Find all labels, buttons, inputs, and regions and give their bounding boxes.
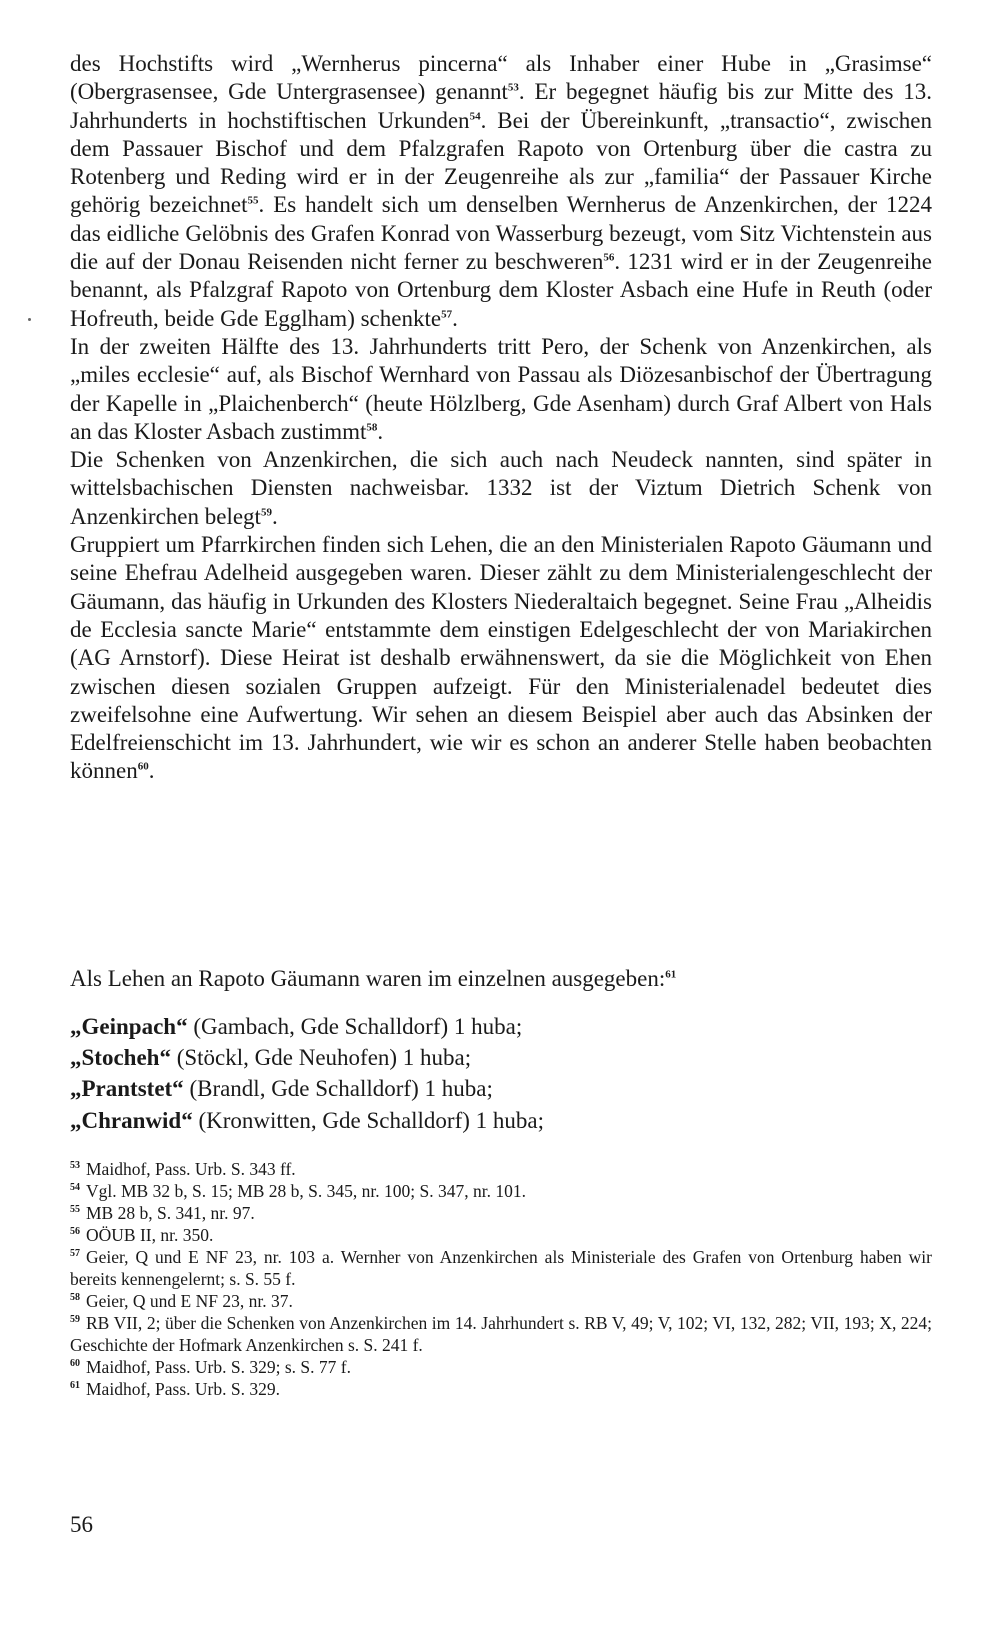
footnote-ref[interactable]: 55 <box>247 194 259 207</box>
footnote: $^{57}$ Geier, Q und E NF 23, nr. 103 a. Wernher von Anzenkirchen als Ministeriale des Grafen von Ortenburg haben wir bereits kennengelernt; s. S. 55 f. <box>70 1247 932 1289</box>
holdings-intro: Als Lehen an Rapoto Gäumann waren im einzelnen ausgegeben:$^{61}$ <box>70 966 677 991</box>
holding-item: „Chranwid“ (Kronwitten, Gde Schalldorf) 1 huba; <box>70 1108 545 1133</box>
paragraph-2: In der zweiten Hälfte des 13. Jahrhunderts tritt Pero, der Schenk von Anzenkirchen, als „miles ecclesie“ auf, als Bischof Wernhard von Passau als Diözesanbischof der Übertragung der Kapelle in „Plaichenberch“ (heute Hölzlberg, Gde Asenham) durch Graf Albert von Hals an das Kloster Asbach zustimmt$^{58}$. <box>70 333 932 444</box>
footnote: $^{54}$ Vgl. MB 32 b, S. 15; MB 28 b, S. 345, nr. 100; S. 347, nr. 101. <box>70 1181 526 1201</box>
footnote: $^{59}$ RB VII, 2; über die Schenken von Anzenkirchen im 14. Jahrhundert s. RB V, 49; V, 102; VI, 132, 282; VII, 193; X, 224; Geschichte der Hofmark Anzenkirchen s. S. 241 f. <box>70 1313 932 1355</box>
footnote-ref[interactable]: 53 <box>507 81 519 94</box>
footnote-ref[interactable]: 61 <box>665 968 677 981</box>
holding-item: „Geinpach“ (Gambach, Gde Schalldorf) 1 huba; <box>70 1014 523 1039</box>
footnote-ref[interactable]: 56 <box>603 251 615 264</box>
footnote: $^{56}$ OÖUB II, nr. 350. <box>70 1225 214 1245</box>
place-name: „Prantstet“ <box>70 1076 184 1101</box>
holding-item: „Prantstet“ (Brandl, Gde Schalldorf) 1 huba; <box>70 1076 493 1101</box>
holding-item: „Stocheh“ (Stöckl, Gde Neuhofen) 1 huba; <box>70 1045 472 1070</box>
footnote-ref[interactable]: 59 <box>260 506 272 519</box>
footnote: $^{60}$ Maidhof, Pass. Urb. S. 329; s. S. 77 f. <box>70 1357 351 1377</box>
place-name: „Geinpach“ <box>70 1014 188 1039</box>
margin-mark <box>28 318 31 321</box>
footnotes <box>70 1158 932 1400</box>
footnote: $^{55}$ MB 28 b, S. 341, nr. 97. <box>70 1203 255 1223</box>
paragraph-3: Die Schenken von Anzenkirchen, die sich auch nach Neudeck nannten, sind später in wittelsbachischen Diensten nachweisbar. 1332 ist der Viztum Dietrich Schenk von Anzenkirchen belegt$^{59}$. <box>70 447 932 529</box>
footnote: $^{53}$ Maidhof, Pass. Urb. S. 343 ff. <box>70 1159 296 1179</box>
footnote-ref[interactable]: 54 <box>469 109 481 122</box>
footnote-ref[interactable]: 60 <box>137 760 149 773</box>
footnote: $^{58}$ Geier, Q und E NF 23, nr. 37. <box>70 1291 293 1311</box>
footnote-ref[interactable]: 58 <box>366 421 378 434</box>
place-name: „Chranwid“ <box>70 1108 193 1133</box>
footnote: $^{61}$ Maidhof, Pass. Urb. S. 329. <box>70 1379 280 1399</box>
page-number: 56 <box>70 1512 93 1537</box>
paragraph-4: Gruppiert um Pfarrkirchen finden sich Lehen, die an den Ministerialen Rapoto Gäumann und seine Ehefrau Adelheid ausgegeben waren. Dieser zählt zu dem Ministerialengeschlecht der Gäumann, das häufig in Urkunden des Klosters Niederaltaich begegnet. Seine Frau „Alheidis de Ecclesia sancte Marie“ entstammte dem einstigen Edelgeschlecht der von Mariakirchen (AG Arnstorf). Diese Heirat ist deshalb erwähnenswert, da sie die Möglichkeit von Ehen zwischen diesen sozialen Gruppen aufzeigt. Für den Ministerialenadel bedeutet dies zweifelsohne eine Aufwertung. Wir sehen an diesem Beispiel aber auch das Absinken der Edelfreienschicht im 13. Jahrhundert, wie wir es schon an anderer Stelle haben beobachten können$^{60}$. <box>70 532 932 784</box>
footnote-ref[interactable]: 57 <box>441 308 453 321</box>
paragraph-1: des Hochstifts wird „Wernherus pincerna“ als Inhaber einer Hube in „Grasimse“ (Obergrasensee, Gde Untergrasensee) genannt$^{53}$. Er begegnet häufig bis zur Mitte des 13. Jahrhunderts in hochstiftischen Urkunden$^{54}$. Bei der Übereinkunft, „transactio“, zwischen dem Passauer Bischof und dem Pfalzgrafen Rapoto von Ortenburg über die castra zu Rotenberg und Reding wird er in der Zeugenreihe als zur „familia“ der Passauer Kirche gehörig bezeichnet$^{55}$. Es handelt sich um denselben Wernherus de Anzenkirchen, der 1224 das eidliche Gelöbnis des Grafen Konrad von Wasserburg bezeugt, vom Sitz Vichtenstein aus die auf der Donau Reisenden nicht ferner zu beschweren$^{56}$. 1231 wird er in der Zeugenreihe benannt, als Pfalzgraf Rapoto von Ortenburg dem Kloster Asbach eine Hufe in Reuth (oder Hofreuth, beide Gde Egglham) schenkte$^{57}$. <box>70 51 933 331</box>
place-name: „Stocheh“ <box>70 1045 171 1070</box>
body-text <box>70 50 932 786</box>
